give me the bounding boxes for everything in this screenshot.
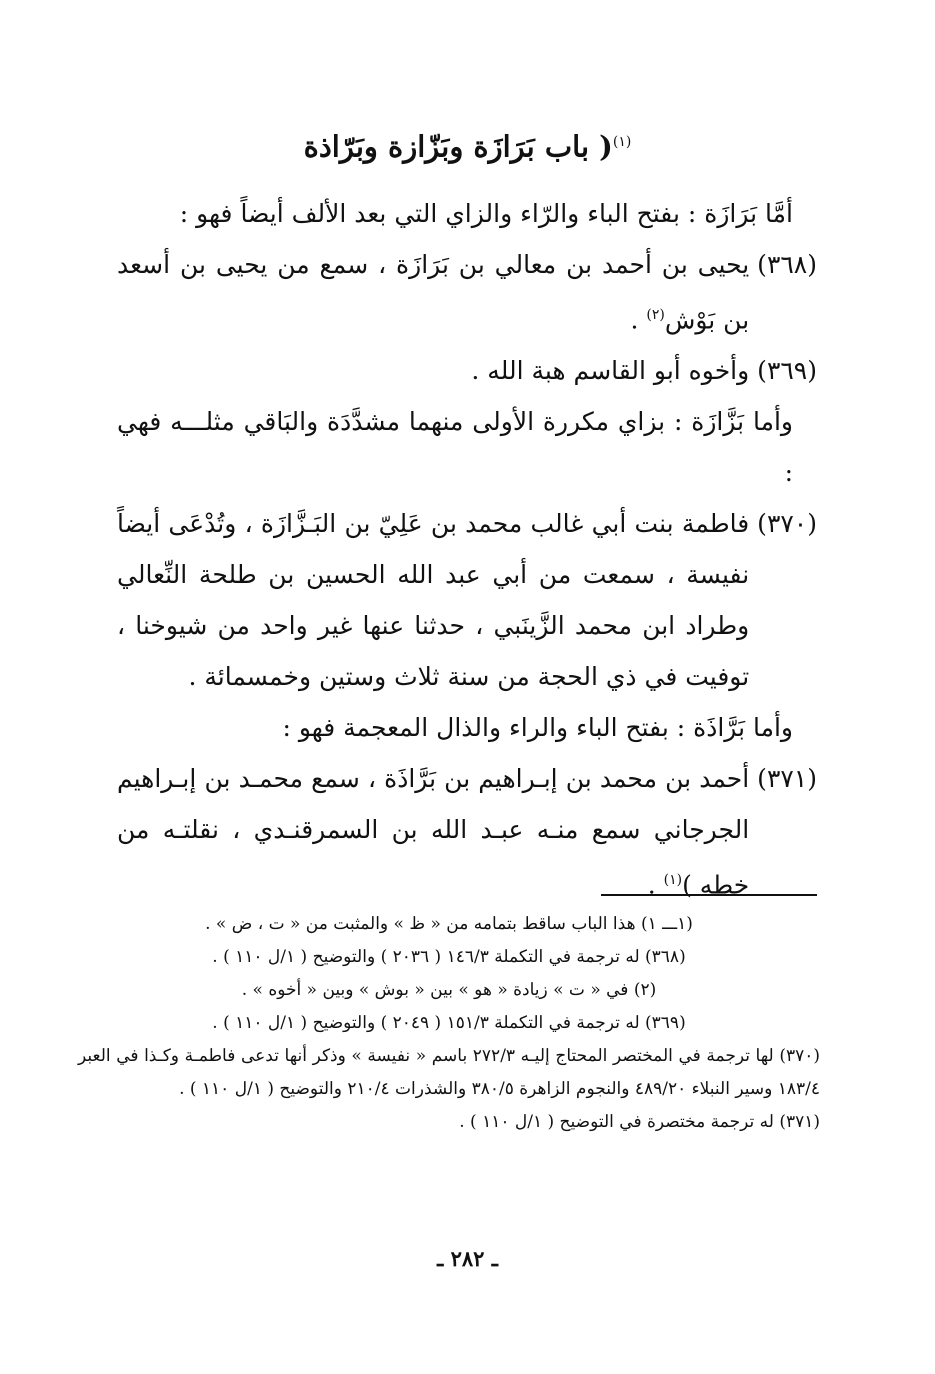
heading-title: ( باب بَرَازَة وبَزّازة وبَرّاذة: [303, 129, 613, 164]
entry-number: (٣٧٠): [757, 509, 817, 539]
entry-number: (٣٦٨): [757, 250, 817, 279]
entry-number: (٣٧١): [757, 764, 817, 794]
entry-text-body: أحمد بن محمد بن إبـراهيم بن بَرَّاذَة ، سمع محمـد بن إبـراهيم الجرجاني سمع منـه عبـد الله بن السمرقنـدي ، نقلتـه من خطه ): [117, 764, 750, 900]
entry-text: [117, 753, 749, 910]
entry-text: [117, 239, 749, 345]
entry-text: وأخوه أبو القاسم هبة الله .: [471, 356, 750, 386]
entry-370: [117, 498, 817, 702]
entry-text-body: يحيى بن أحمد بن معالي بن بَرَازَة ، سمع من يحيى بن أسعد بن بَوْش: [117, 250, 750, 335]
intro-paragraph-3: وأما بَرَّاذَة : بفتح الباء والراء والذال المعجمة فهو :: [282, 713, 793, 743]
entry-text-end: .: [630, 305, 647, 335]
footnote-370: (٣٧٠) لها ترجمة في المختصر المحتاج إليـه ٢٧٢/٣ باسم « نفيسة » وذكر أنها تدعى فاطمـة وكـذا في العبر ١٨٣/٤ وسير النبلاء ٤٨٩/٢٠ والنجوم الزاهرة ٣٨٠/٥ والشذرات ٢١٠/٤ والتوضيح ( ١/ل ١١٠ ) .: [78, 1046, 820, 1099]
footnotes: [78, 908, 820, 1139]
entry-number: (٣٦٩): [757, 356, 817, 386]
heading-footnote-mark: (١): [612, 134, 632, 150]
entry-368: [117, 239, 817, 345]
entry-text-end: .: [647, 870, 664, 900]
page-number: ـ ٢٨٢ ـ: [437, 1246, 498, 1271]
entry-text: فاطمة بنت أبي غالب محمد بن عَلِيّ بن البَـزَّازَة ، وتُدْعَى أيضاً نفيسة ، سمعت من أبي عبد الله الحسين بن طلحة النِّعالي وطراد ابن محمد الزَّينَبي ، حدثنا عنها غير واحد من شيوخنا ، توفيت في ذي الحجة من سنة ثلاث وستين وخمسمائة .: [117, 509, 750, 692]
footnote-mark: (٢): [646, 307, 665, 323]
footnote-mark: (١): [663, 872, 683, 889]
footnote-separator: [601, 894, 817, 896]
intro-paragraph-1: أمَّا بَرَازَة : بفتح الباء والرّاء والزاي التي بعد الألف أيضاً فهو :: [179, 199, 793, 228]
main-text: [117, 188, 817, 911]
footnote-368: (٣٦٨) له ترجمة في التكملة ١٤٦/٣ ( ٢٠٣٦ ) والتوضيح ( ١/ل ١١٠ ) .: [212, 947, 686, 967]
footnote-1: (١ـــ ١) هذا الباب ساقط بتمامه من « ظ » والمثبت من « ت ، ض » .: [205, 914, 693, 934]
entry-371: [117, 753, 817, 910]
footnote-371: (٣٧١) له ترجمة مختصرة في التوضيح ( ١/ل ١١٠ ) .: [459, 1112, 820, 1132]
chapter-heading: [0, 118, 935, 171]
footnote-369: (٣٦٩) له ترجمة في التكملة ١٥١/٣ ( ٢٠٤٩ ) والتوضيح ( ١/ل ١١٠ ) .: [212, 1013, 686, 1033]
intro-paragraph-2: وأما بَزَّازَة : بزاي مكررة الأولى منهما مشدَّدَة والبَاقي مثلـــه فهي :: [117, 407, 793, 488]
entry-369: [117, 345, 817, 396]
footnote-2: (٢) في « ت » زيادة « هو » بين « بوش » وبين « أخوه » .: [241, 980, 657, 1000]
